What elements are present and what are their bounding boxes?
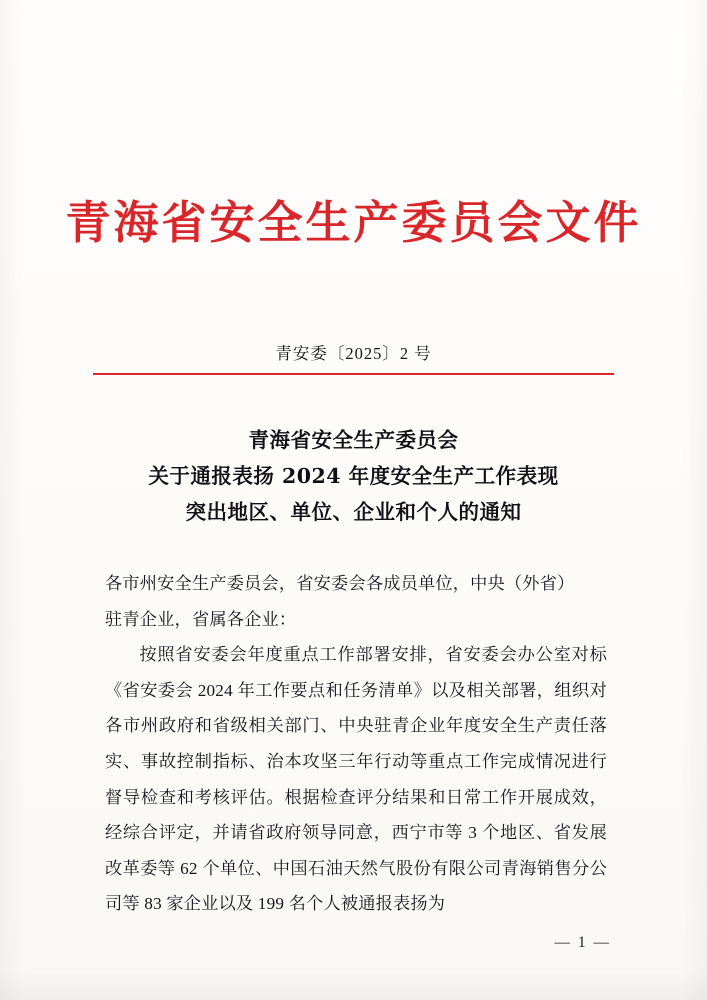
body-paragraph: 按照省安委会年度重点工作部署安排，省安委会办公室对标《省安委会 2024 年工作要点和任务清单》以及相关部署，组织对各市州政府和省级相关部门、中央驻青企业年度安全生产责任落实、事故控制指标、治本攻坚三年行动等重点工作完成情况进行督导检查和考核评估。根据检查评分结果和日常工作开展成效，经综合评定，并请省政府领导同意，西宁市等 3 个地区、省发展改革委等 62 个单位、中国石油天然气股份有限公司青海销售分公司等 83 家企业以及 199 名个人被通报表扬为	[105, 645, 607, 914]
salutation-line-2: 驻青企业，省属各企业：	[105, 609, 297, 629]
title-line-3: 突出地区、单位、企业和个人的通知	[185, 500, 522, 524]
title-line-1: 青海省安全生产委员会	[248, 428, 459, 452]
red-separator-rule	[93, 373, 614, 375]
masthead	[0, 196, 707, 250]
title-line-2: 关于通报表扬 2024 年度安全生产工作表现	[148, 464, 559, 488]
masthead-title: 青海省安全生产委员会文件	[65, 196, 642, 249]
salutation-line-1: 各市州安全生产委员会，省安委会各成员单位，中央（外省）	[105, 574, 575, 593]
page-number: — 1 —	[554, 934, 611, 951]
document-number: 青安委〔2025〕2 号	[275, 344, 432, 363]
document-title	[0, 422, 707, 530]
document-body	[105, 566, 607, 922]
